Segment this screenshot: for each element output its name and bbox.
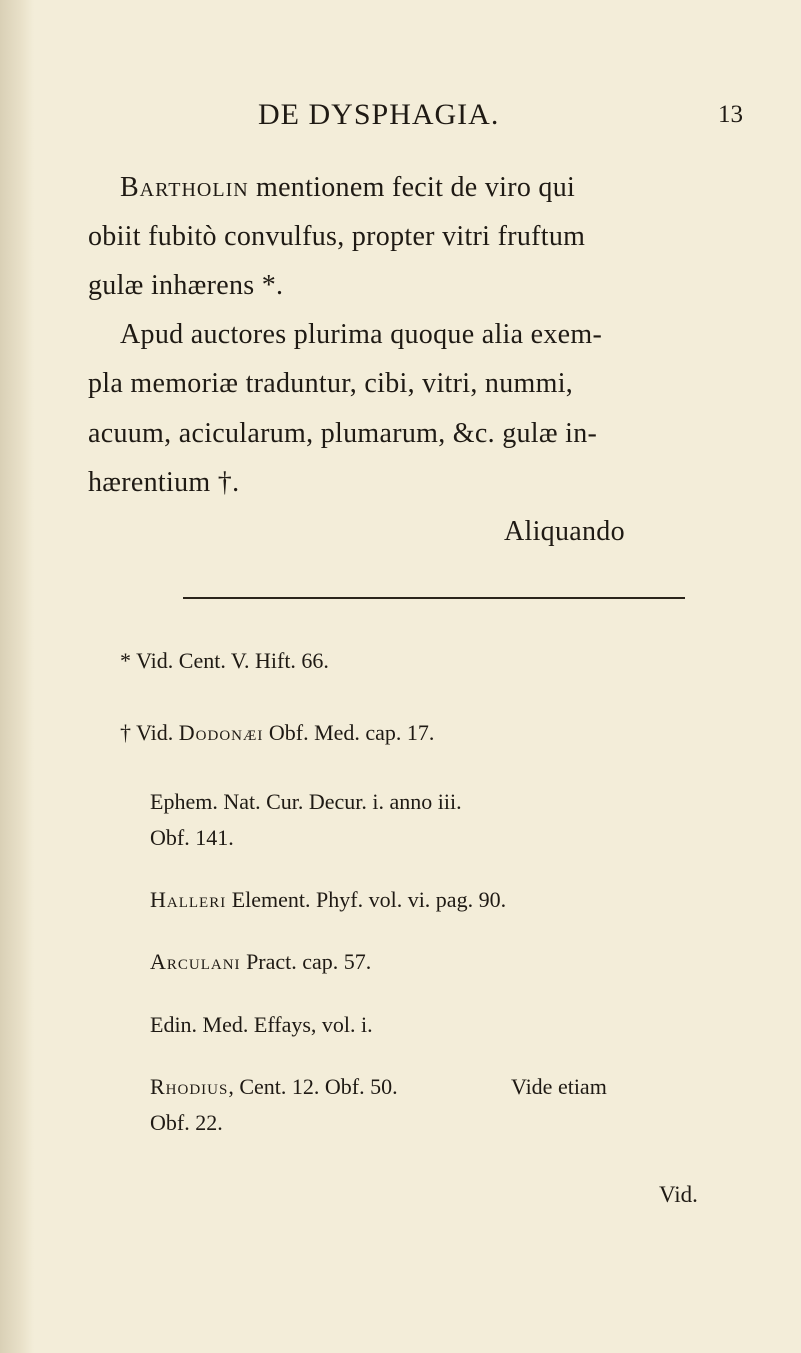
footnote-ref-5: Edin. Med. Effays, vol. i. — [150, 1012, 373, 1037]
body-line-4: Apud auctores plurima quoque alia exem- — [120, 319, 603, 350]
author-name: Dodonæi — [178, 720, 264, 745]
body-text: mentionem fecit de viro qui — [248, 172, 576, 203]
footnote-star: * Vid. Cent. V. Hift. 66. — [120, 648, 329, 673]
body-line-5: pla memoriæ traduntur, cibi, vitri, nummi, — [88, 368, 574, 399]
body-line-6: acuum, acicularum, plumarum, &c. gulæ in- — [88, 418, 598, 449]
author-name: Arculani — [150, 949, 241, 974]
footnote-dagger — [120, 720, 434, 746]
author-name: Rhodius — [150, 1074, 229, 1099]
dagger-mark: † — [120, 720, 131, 745]
footnote-ref-7: Obf. 22. — [150, 1110, 223, 1135]
footnote-ref-1: Ephem. Nat. Cur. Decur. i. anno iii. — [150, 789, 462, 814]
footnote-ref-4 — [150, 949, 371, 975]
page-gutter-shadow — [0, 0, 34, 1353]
running-title: DE DYSPHAGIA. — [258, 98, 500, 131]
citation-text: Obf. Med. cap. 17. — [263, 720, 435, 745]
footnote-ref-6 — [150, 1074, 398, 1100]
page-number: 13 — [718, 101, 743, 128]
citation-text: Element. Phyf. vol. vi. pag. 90. — [226, 887, 507, 912]
body-line-3: gulæ inhærens *. — [88, 270, 284, 301]
body-line-7: hærentium †. — [88, 467, 240, 498]
author-name: Bartholin — [120, 172, 249, 203]
citation-text: , Cent. 12. Obf. 50. — [228, 1074, 398, 1099]
catchword-footnote: Vid. — [659, 1182, 698, 1207]
citation-text: Pract. cap. 57. — [240, 949, 372, 974]
footnote-ref-3 — [150, 887, 506, 913]
body-line-2: obiit fubitò convulfus, propter vitri fruftum — [88, 221, 586, 252]
vid-label: Vid. — [136, 720, 174, 745]
catchword-body: Aliquando — [504, 516, 625, 547]
footnote-ref-6-tail: Vide etiam — [511, 1074, 607, 1099]
footnote-ref-2: Obf. 141. — [150, 825, 234, 850]
body-line-1 — [120, 172, 575, 204]
footnote-divider — [183, 597, 685, 599]
author-name: Halleri — [150, 887, 227, 912]
